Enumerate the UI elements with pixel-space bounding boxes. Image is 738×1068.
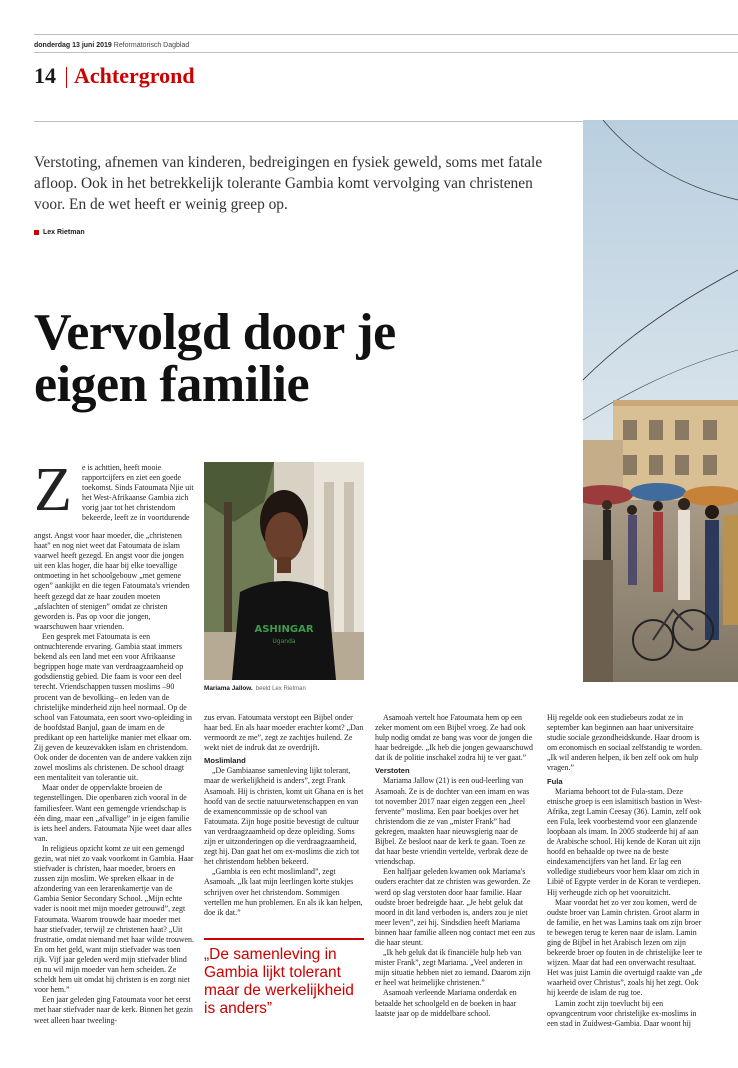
paragraph: Hij regelde ook een studiebeurs zodat ze in september kan beginnen aan haar universitaire studie sociale gezondheidskunde. Haar droom is om economisch en sociaal zelfstandig te worden. „Ik wil anderen helpen, ik ben zelf ook om hulp vragen.”	[547, 713, 702, 773]
paragraph: „De Gambiaanse samenleving lijkt tolerant, maar de werkelijkheid is anders”, zegt Frank Asamoah. Hij is christen, komt uit Ghana en is het hoofd van de sectie natuurwetenschappen en van de examencommissie op de school van Fatoumata. Zijn hoge positie bevestigt de cultuur van verdraagzaamheid op deze opleiding. Soms zijn er uitzonderingen op die verdraagzaamheid, zegt hij. Dan gaat het om ex-moslims die zich tot het christendom hebben bekeerd.	[204, 766, 364, 867]
paragraph: Maar voordat het zo ver zou komen, werd de oudste broer van Lamin christen. Groot alarm in de familie, en het was Lamins taak om zijn broer te bewegen terug te keren naar de islam. Lamin ging de Bijbel in het Arabisch lezen om zijn bekeerde broer op fouten in de christelijke leer te wijzen. Maar dat had een onverwacht resultaat. Het was juist Lamin die overtuigd raakte van „de waarheid over Christus”, zoals hij het zegt. Ook hij keerde de islam de rug toe.	[547, 897, 703, 998]
section-divider	[66, 67, 67, 88]
paragraph: Mariama behoort tot de Fula-stam. Deze etnische groep is een islamitisch bastion in West-Afrika, zegt Lamin Ceesay (36). Lamin, zelf ook een Fula, leek voorbestemd voor een glanzende loopbaan als imam. In 2005 studeerde hij af aan de Arabische school. Hij kende de Koran uit zijn hoofd en behaalde op twee na de beste eindexamencijfers van het land. Er lag een volledige studiebeurs voor hem klaar om zich in Libië of Egypte verder in de Koran te verdiepen. Hij verheugde zich op het vooruitzicht.	[547, 786, 703, 897]
portrait-photo	[204, 462, 364, 680]
paragraph: Maar onder de oppervlakte broeien de tegenstellingen. Die openbaren zich vooral in de familiesfeer. Want een gemengde vriendschap is één ding, maar een „afvallige” in je eigen familie is iets heel anders. Fatoumata Njie weet daar alles van.	[34, 783, 192, 843]
paragraph: Een halfjaar geleden kwamen ook Mariama's ouders erachter dat ze christen was geworden. Ze werd op slag verstoten door haar familie. Haar oudste broer bedreigde haar. „Je hebt geluk dat moord in dit land verboden is, anders zou je niet meer leven”, zei hij. Sindsdien heeft Mariama binnen haar familie alleen nog contact met een zus die haar steunt.	[375, 867, 535, 947]
pull-quote: „De samenleving in Gambia lijkt tolerant maar de werkelijkheid is anders”	[204, 946, 354, 1017]
byline-marker	[34, 230, 39, 235]
article-intro: Verstoting, afnemen van kinderen, bedreigingen en fysiek geweld, soms met fatale afloop. Ook in het betrekkelijk tolerante Gambia komt vervolging van christenen voor. En de wet heeft er weinig greep op.	[34, 154, 543, 213]
shirt-print-sub: Uganda	[272, 638, 296, 645]
paragraph: Asamoah vertelt hoe Fatoumata hem op een zeker moment om een Bijbel vroeg. Ze had ook hulp nodig omdat ze bang was voor de jongen die haar bedreigde. „Ik heb die jongen gewaarschuwd dat ik de politie inschakel zodra hij te ver gaat.”	[375, 713, 533, 763]
intro-rule	[34, 121, 583, 122]
drop-cap: Z	[34, 456, 72, 524]
column-4	[547, 713, 707, 1029]
column-2	[204, 713, 364, 918]
headline-line-1: Vervolgd door je	[34, 304, 396, 361]
author-name: Lex Rietman	[43, 229, 85, 236]
caption-name: Mariama Jallow.	[204, 685, 253, 692]
paragraph: Een jaar geleden ging Fatoumata voor het eerst met haar stiefvader naar de kerk. Binnen het gezin weet alleen haar tweeling-	[34, 995, 193, 1025]
paragraph: Een gesprek met Fatoumata is een ontnuchterende ervaring. Gambia staat immers bekend als een land met een voor Afrikaanse begrippen hoge mate van verdraagzaamheid op godsdienstig gebied. Die faam is voor een deel terecht. Vriendschappen tussen moslims –90 procent van de bevolking– en leden van de christelijke minderheid zijn heel normaal. Op de school van Fatoumata, een soort vwo-opleiding in de hoofdstad Banjul, gaan de imam en de predikant op een hartelijke manier met elkaar om. Zij geven de keuzevakken islam en christendom. Ook onder de docenten van de andere vakken zijn zowel moslims als christenen. De school draagt een mentaliteit van tolerantie uit.	[34, 631, 193, 783]
quote-rule	[204, 938, 364, 940]
paragraph: zus ervan. Fatoumata verstopt een Bijbel onder haar bed. En als haar moeder erachter komt? „Dan vermoordt ze me”, zegt ze zachtjes huilend. Ze wekt niet de indruk dat ze overdrijft.	[204, 713, 364, 753]
paragraph: Asamoah verleende Mariama onderdak en betaalde het schoolgeld en de boeken in haar laatste jaar op de middelbare school.	[375, 988, 517, 1018]
paragraph: e is achttien, heeft mooie rapportcijfers en ziet een goede toekomst. Sinds Fatoumata Njie uit het West-Afrikaanse Gambia zich vorig jaar tot het christendom bekeerde, leeft ze in voortdurende	[82, 463, 194, 523]
paragraph: Mariama Jallow (21) is een oud-leerling van Asamoah. Ze is de dochter van een imam en was tot november 2017 naar eigen zeggen een „heel fervente” moslima. Een paar boekjes over het christendom die ze van „mister Frank” had gekregen, maakten haar nieuwsgierig naar de Bijbel. Ze besloot naar de kerk te gaan. Toen ze dat haar beste vriendin vertelde, verbrak deze de vriendschap.	[375, 776, 530, 867]
photo-caption	[204, 685, 306, 692]
subheading: Verstoten	[375, 766, 410, 776]
paragraph: In religieus opzicht komt ze uit een gemengd gezin, wat niet zo vaak voorkomt in Gambia. Haar stiefvader is christen, haar moeder, broers en zussen zijn moslim. We spreken elkaar in de afzondering van een lerarenkamertje van de Gambia Senior Secondary School. „Mijn echte vader is nooit met mijn moeder getrouwd”, zegt Fatoumata. Waarom trouwde haar moeder met haar stiefvader, terwijl ze christenen haat? „Uit frustratie, omdat niemand met haar wilde trouwen. En om het geld, want mijn stiefvader was toen rijk. Vijf jaar geleden werd mijn stiefvader blind en nu wil mijn moeder van hem scheiden. Ze scheldt hem uit omdat hij christen is en zorgt niet voor hem.”	[34, 843, 194, 995]
subheading: Moslimland	[204, 756, 246, 766]
paragraph: angst. Angst voor haar moeder, die „christenen haat” en nog niet weet dat Fatoumata de islam vaarwel heeft gezegd. En angst voor die jongen uit een klas hoger, die haar bij elke toevallige ontmoeting in het schoolgebouw „met gemene ogen” aankijkt en die tegen Fatoumata's vrienden heeft gezegd dat ze haar zouden moeten „afslachten of stenigen” omdat ze christen geworden is. Pas op voor die jongen, waarschuwen haar vrienden.	[34, 531, 190, 631]
headline	[34, 304, 504, 413]
page-number: 14	[34, 63, 56, 88]
dateline: donderdag 13 juni 2019 Reformatorisch Dagblad	[34, 42, 190, 49]
paragraph: „Ik heb geluk dat ik financiële hulp heb van mister Frank”, zegt Mariama. „Veel anderen in mijn situatie hebben niet zo iemand. Daarom zijn er heel wat heimelijke christenen.”	[375, 948, 531, 988]
column-3	[375, 713, 535, 1019]
column-1-top	[82, 463, 194, 524]
header-rule	[34, 52, 738, 53]
section-title: Achtergrond	[74, 63, 195, 88]
headline-line-2: eigen familie	[34, 356, 310, 413]
caption-credit: beeld Lex Rietman	[255, 686, 306, 692]
byline	[34, 229, 85, 236]
top-rule	[34, 34, 738, 35]
street-market-photo	[583, 120, 738, 682]
subheading: Fula	[547, 776, 563, 786]
paragraph: Lamin zocht zijn toevlucht bij een opvangcentrum voor christelijke ex-moslims in een stad in Zuidwest-Gambia. Daar woont hij	[547, 998, 697, 1028]
paragraph: „Gambia is een echt moslimland”, zegt Asamoah. „Ik laat mijn leerlingen korte stukjes schrijven over het christendom. Sommigen vertellen me hun problemen. En als ik kan helpen, doe ik dat.”	[204, 867, 363, 917]
shirt-print: ASHINGAR	[254, 624, 314, 635]
column-1	[34, 531, 194, 1026]
